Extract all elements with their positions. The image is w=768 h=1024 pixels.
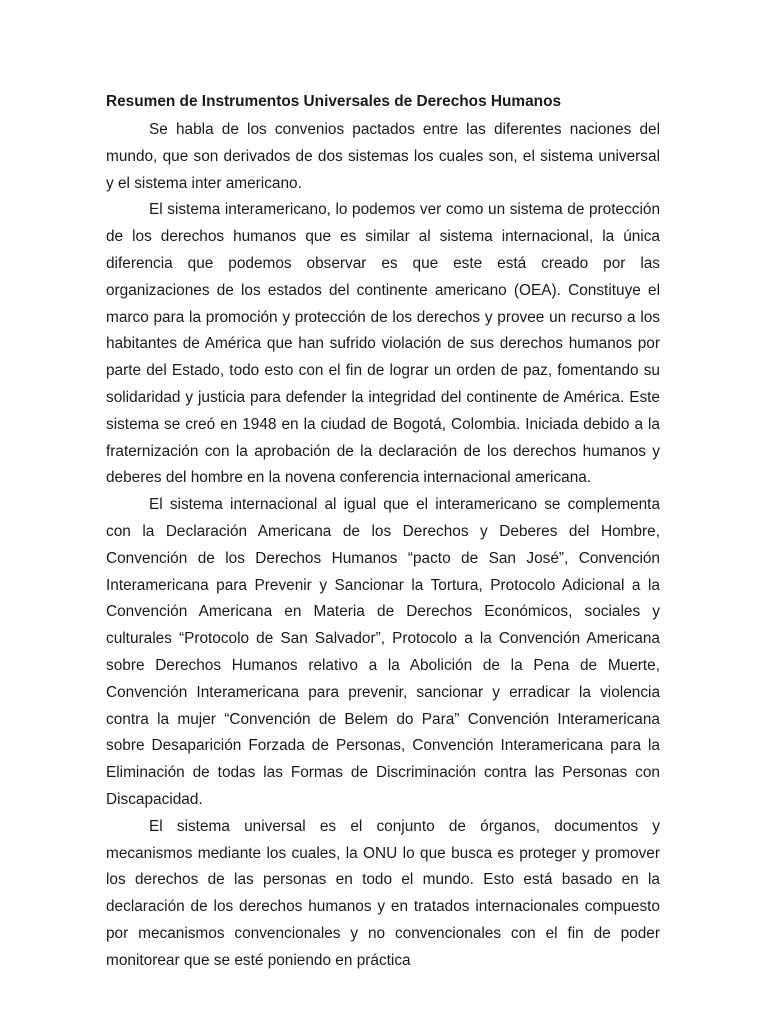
paragraph-intro: Se habla de los convenios pactados entre las diferentes naciones del mundo, que son derivados de dos sistemas los cuales son, el sistema universal y el sistema inter americano. xyxy=(106,121,660,192)
paragraph-sistema-interamericano: El sistema interamericano, lo podemos ver como un sistema de protección de los derechos humanos que es similar al sistema internacional, la única diferencia que podemos observar es que este está creado por las organizaciones de los estados del continente americano (OEA). Constituye el marco para la promoción y protección de los derechos y provee un recurso a los habitantes de América que han sufrido violación de sus derechos humanos por parte del Estado, todo esto con el fin de lograr un orden de paz, fomentando su solidaridad y justicia para defender la integridad del continente de América. Este sistema se creó en 1948 en la ciudad de Bogotá, Colombia. Iniciada debido a la fraternización con la aprobación de la declaración de los derechos humanos y deberes del hombre en la novena conferencia internacional americana. xyxy=(106,201,660,487)
document-page xyxy=(106,91,660,975)
document-title: Resumen de Instrumentos Universales de Derechos Humanos xyxy=(106,93,562,110)
paragraph-sistema-internacional: El sistema internacional al igual que el interamericano se complementa con la Declaración Americana de los Derechos y Deberes del Hombre, Convención de los Derechos Humanos “pacto de San José”, Convención Interamericana para Prevenir y Sancionar la Tortura, Protocolo Adicional a la Convención Americana en Materia de Derechos Económicos, sociales y culturales “Protocolo de San Salvador”, Protocolo a la Convención Americana sobre Derechos Humanos relativo a la Abolición de la Pena de Muerte, Convención Interamericana para prevenir, sancionar y erradicar la violencia contra la mujer “Convención de Belem do Para” Convención Interamericana sobre Desaparición Forzada de Personas, Convención Interamericana para la Eliminación de todas las Formas de Discriminación contra las Personas con Discapacidad. xyxy=(106,496,660,808)
paragraph-sistema-universal: El sistema universal es el conjunto de órganos, documentos y mecanismos mediante los cuales, la ONU lo que busca es proteger y promover los derechos de las personas en todo el mundo. Esto está basado en la declaración de los derechos humanos y en tratados internacionales compuesto por mecanismos convencionales y no convencionales con el fin de poder monitorear que se esté poniendo en práctica xyxy=(106,817,660,969)
